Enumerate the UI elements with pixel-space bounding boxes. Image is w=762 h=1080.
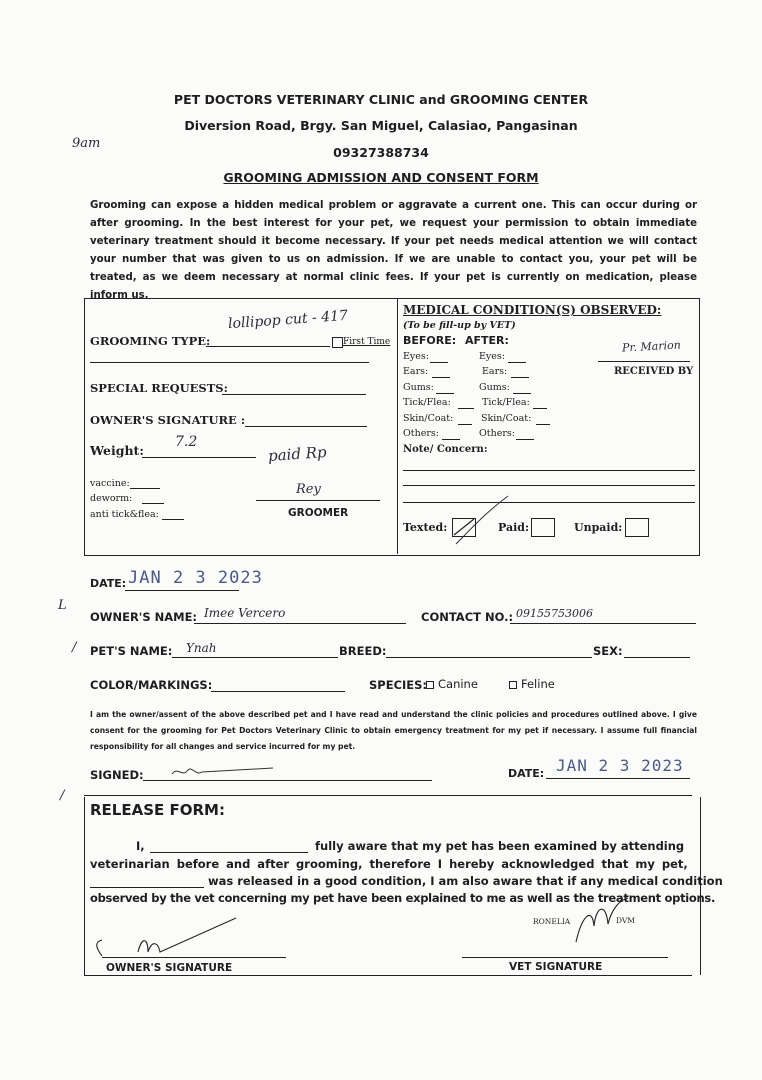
first-time-checkbox[interactable] (332, 337, 343, 348)
clinic-phone: 09327388734 (333, 145, 429, 160)
note-line-1 (403, 470, 695, 471)
margin-mark-release: / (60, 788, 65, 803)
vet-signature-scribble (572, 896, 632, 946)
pet-name-label: PET'S NAME: (90, 644, 173, 658)
breed-line (386, 657, 592, 658)
species-label: SPECIES: (369, 678, 428, 692)
vaccine-label: vaccine: (90, 478, 130, 489)
owner-signature-scribble (168, 762, 278, 782)
signed-label: SIGNED: (90, 768, 144, 782)
sex-label: SEX: (593, 644, 623, 658)
contact-label: CONTACT NO.: (421, 610, 514, 624)
color-markings-label: COLOR/MARKINGS: (90, 678, 213, 692)
consent-date-label: DATE: (508, 767, 545, 780)
owner-signature-line (245, 426, 367, 427)
condition-after-skincoat: Skin/Coat: (481, 413, 532, 424)
release-text-3: was released in a good condition, I am also aware that if any medical condition (208, 874, 723, 888)
medical-title: MEDICAL CONDITION(S) OBSERVED: (403, 303, 662, 317)
canine-checkbox[interactable] (426, 681, 434, 689)
condition-after-gums-line (513, 393, 531, 394)
note-concern-label: Note/ Concern: (403, 444, 488, 455)
condition-after-tickflea-line (533, 408, 547, 409)
weight-line (142, 457, 256, 458)
condition-after-ears-line (511, 377, 529, 378)
vaccine-line (130, 488, 160, 489)
condition-before-eyes-line (430, 362, 448, 363)
release-owner-signature-scribble (88, 912, 238, 962)
condition-before-skincoat-line (458, 424, 472, 425)
weight-label: Weight: (90, 443, 144, 458)
release-i-label: I, (136, 839, 145, 853)
date-stamp[interactable]: JAN 2 3 2023 (128, 568, 263, 588)
condition-before-others-line (442, 439, 460, 440)
condition-before-tickflea: Tick/Flea: (403, 397, 451, 408)
pet-name-line (172, 657, 338, 658)
release-title: RELEASE FORM: (90, 801, 225, 819)
antitick-label: anti tick&flea: (90, 509, 159, 520)
form-title: GROOMING ADMISSION AND CONSENT FORM (223, 170, 539, 185)
contact-line (510, 623, 696, 624)
paid-checkbox[interactable] (531, 518, 555, 537)
vet-stamp-name: RONELIA (533, 917, 571, 926)
section-divider (397, 298, 398, 554)
release-pet-line (90, 887, 204, 888)
grooming-type-label: GROOMING TYPE: (90, 334, 211, 348)
condition-after-eyes-line (508, 362, 526, 363)
release-bottom-rule (84, 975, 692, 976)
before-label: BEFORE: (403, 334, 457, 347)
sex-line (624, 657, 690, 658)
release-left-border (84, 797, 85, 975)
paid-label: Paid: (498, 521, 530, 534)
release-text-2: veterinarian before and after grooming, therefore I hereby acknowledged that my pet, (90, 857, 688, 871)
received-by-label: RECEIVED BY (614, 366, 694, 377)
owner-name-line (194, 623, 406, 624)
unpaid-checkbox[interactable] (625, 518, 649, 537)
note-line-3 (403, 502, 695, 503)
clinic-name: PET DOCTORS VETERINARY CLINIC and GROOMING CENTER (173, 92, 589, 107)
release-owner-signature-label: OWNER'S SIGNATURE (106, 962, 233, 974)
condition-before-skincoat: Skin/Coat: (403, 413, 454, 424)
consent-date-line (546, 778, 690, 779)
condition-after-gums: Gums: (479, 382, 510, 393)
condition-after-others-line (516, 439, 534, 440)
deworm-label: deworm: (90, 493, 133, 504)
feline-label: Feline (521, 677, 555, 691)
groomer-label: GROOMER (288, 507, 349, 519)
consent-text: I am the owner/assent of the above described pet and I have read and understand the clinic policies and procedures outlined above. I give consent for the grooming for Pet Doctors Veterinary Clinic to obtain emergency treatment for my pet if necessary. I assume full financial responsibility for all changes and service incurred for my pet. (90, 710, 697, 751)
antitick-line (162, 519, 184, 520)
medical-subtitle: (To be fill-up by VET) (403, 320, 516, 331)
received-by-value: Pr. Marion (621, 338, 682, 355)
special-requests-label: SPECIAL REQUESTS: (90, 381, 228, 395)
special-requests-line (222, 394, 366, 395)
condition-before-gums: Gums: (403, 382, 434, 393)
paid-note: paid Rp (267, 442, 328, 466)
margin-mark-owner: L (58, 598, 67, 613)
condition-after-skincoat-line (536, 424, 550, 425)
release-text-1: fully aware that my pet has been examined by attending (315, 839, 685, 853)
breed-label: BREED: (339, 644, 387, 658)
texted-label: Texted: (403, 521, 448, 534)
vet-signature-line (462, 957, 668, 958)
date-label: DATE: (90, 577, 127, 590)
grooming-type-line-2 (90, 362, 369, 363)
release-text-4: observed by the vet concerning my pet have been explained to me as well as the treatment options. (90, 891, 716, 905)
first-time-label: First Time (343, 337, 391, 347)
condition-after-eyes: Eyes: (479, 351, 505, 362)
groomer-name: Rey (296, 482, 321, 497)
deworm-line (142, 503, 164, 504)
condition-before-gums-line (436, 393, 454, 394)
vet-signature-label: VET SIGNATURE (509, 961, 603, 973)
unpaid-label: Unpaid: (574, 521, 623, 534)
condition-before-eyes: Eyes: (403, 351, 429, 362)
contact-value[interactable]: 09155753006 (516, 607, 593, 620)
owner-name-label: OWNER'S NAME: (90, 610, 198, 624)
owner-signature-label: OWNER'S SIGNATURE : (90, 413, 246, 427)
weight-value[interactable]: 7.2 (175, 434, 198, 450)
condition-before-ears-line (432, 377, 450, 378)
pet-name-value[interactable]: Ynah (186, 641, 217, 655)
vet-stamp-suffix: DVM (616, 916, 635, 925)
release-name-line (150, 852, 308, 853)
feline-checkbox[interactable] (509, 681, 517, 689)
color-markings-line (211, 691, 345, 692)
note-line-2 (403, 485, 695, 486)
intro-paragraph: Grooming can expose a hidden medical problem or aggravate a current one. This can occur during or after grooming. In the best interest for your pet, we request your permission to obtain immediate veterinary treatment should it become necessary. If your pet needs medical attention we will contact your number that was given to us on admission. If we are unable to contact you, your pet will be treated, as we deem necessary at normal clinic fees. If your pet is currently on medication, please inform us. (90, 200, 697, 301)
margin-note-time: 9am (72, 136, 101, 151)
release-owner-signature-line (102, 957, 286, 958)
condition-before-others: Others: (403, 428, 439, 439)
texted-check-mark (452, 518, 476, 537)
after-label: AFTER: (465, 334, 509, 347)
condition-after-tickflea: Tick/Flea: (482, 397, 530, 408)
condition-before-tickflea-line (458, 408, 474, 409)
condition-before-ears: Ears: (403, 366, 429, 377)
grooming-type-value[interactable]: lollipop cut - 417 (227, 307, 349, 333)
consent-date-stamp[interactable]: JAN 2 3 2023 (556, 756, 684, 775)
condition-after-others: Others: (479, 428, 515, 439)
grooming-type-line (206, 346, 330, 347)
margin-mark-pet: / (72, 640, 77, 655)
canine-label: Canine (438, 677, 478, 691)
received-by-line (598, 361, 690, 362)
groomer-line (256, 500, 380, 501)
condition-after-ears: Ears: (482, 366, 508, 377)
release-top-rule (84, 795, 692, 796)
clinic-address: Diversion Road, Brgy. San Miguel, Calasiao, Pangasinan (184, 118, 578, 133)
date-line (125, 590, 239, 591)
owner-name-value[interactable]: Imee Vercero (204, 606, 286, 620)
